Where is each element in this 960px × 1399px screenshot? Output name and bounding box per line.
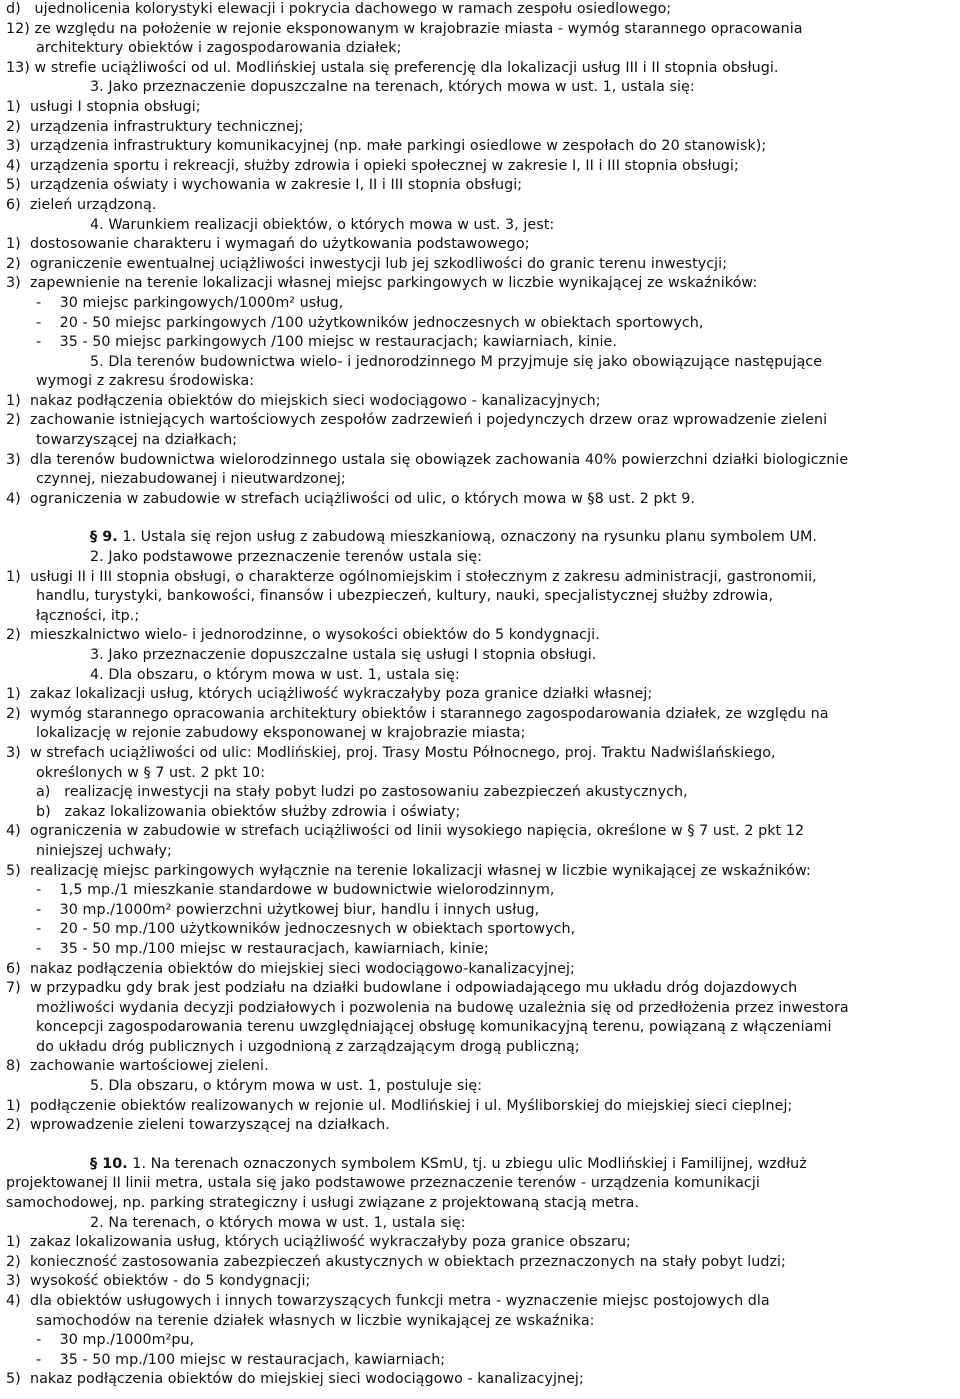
text-line [6,724,956,744]
line-text: 2. Jako podstawowe przeznaczenie terenów ustala się: [90,549,483,566]
text-line [6,646,956,666]
line-text: 4) dla obiektów usługowych i innych towarzyszących funkcji metra - wyznaczenie miejsc postojowych dla [6,1293,770,1309]
line-text: architektury obiektów i zagospodarowania działek; [36,40,402,57]
text-line [6,1214,956,1234]
section-number: § 10. [90,1155,128,1172]
text-line [6,1331,956,1351]
line-text: wymogi z zakresu środowiska: [36,373,255,390]
line-text: łączności, itp.; [36,607,140,624]
text-line [6,842,956,862]
section-text: 1. Ustala się rejon usług z zabudową mieszkaniową, oznaczony na rysunku planu symbolem UM. [117,529,817,546]
text-line [6,78,956,98]
text-line [6,940,956,960]
line-text: czynnej, niezabudowanej i nieutwardzonej; [36,471,346,488]
section-number: § 9. [90,529,118,546]
document-page [6,0,956,1390]
text-line [6,548,956,568]
line-text: 13) w strefie uciążliwości od ul. Modlińskiej ustala się preferencję dla lokalizacji usług III i II stopnia obsługi. [6,59,779,76]
line-text: do układu dróg publicznych i uzgodnioną z zarządzającym drogą publiczną; [36,1038,580,1055]
text-line [6,901,956,921]
text-line [6,685,956,705]
text-line [6,235,956,255]
line-text: - 20 - 50 mp./100 użytkowników jednoczesnych w obiektach sportowych, [36,921,576,938]
text-line [6,333,956,353]
line-text: - 35 - 50 mp./100 miejsc w restauracjach, kawiarniach; [36,1351,446,1368]
line-text: 6) nakaz podłączenia obiektów do miejskiej sieci wodociągowo-kanalizacyjnej; [6,960,575,977]
line-text: 1) usługi II i III stopnia obsługi, o charakterze ogólnomiejskim i stołecznym z zakresu administracji, gastronomii, [6,568,817,585]
line-text: 5. Dla obszaru, o którym mowa w ust. 1, postuluje się: [90,1078,483,1095]
text-line [6,255,956,275]
text-line [6,803,956,823]
text-line [6,1038,956,1058]
text-line [6,587,956,607]
line-text: - 35 - 50 miejsc parkingowych /100 miejsc w restauracjach; kawiarniach, kinie. [36,334,617,351]
line-text: koncepcji zagospodarowania terenu uwzględniającej obsługę komunikacyjną terenu, powiązaną z włączeniami [36,1019,832,1036]
line-text: towarzyszącej na działkach; [36,432,238,449]
text-line [6,314,956,334]
text-line [6,1057,956,1077]
line-text: 6) zieleń urządzoną. [6,196,157,213]
line-text: - 35 - 50 mp./100 miejsc w restauracjach, kawiarniach, kinie; [36,940,489,957]
line-text: 2) zachowanie istniejących wartościowych zespołów zadrzewień i pojedynczych drzew oraz wprowadzenie zieleni [6,412,828,429]
text-line [6,862,956,882]
text-line [6,1233,956,1253]
line-text: b) zakaz lokalizowania obiektów służby zdrowia i oświaty; [36,803,461,820]
line-text: samochodów na terenie działek własnych w liczbie wynikającej ze wskaźnika: [36,1312,595,1329]
line-text: 2) wprowadzenie zieleni towarzyszącej na działkach. [6,1117,390,1134]
line-text: - 30 mp./1000m² powierzchni użytkowej biur, handlu i innych usług, [36,901,540,918]
paragraph-gap [6,1136,956,1155]
line-text: - 30 mp./1000m²pu, [36,1332,195,1349]
section-text: 1. Na terenach oznaczonych symbolem KSmU, tj. u zbiegu ulic Modlińskiej i Familijnej, wzdłuż [127,1155,807,1172]
line-text: projektowanej II linii metra, ustala się jako podstawowe przeznaczenie terenów - urządzenia komunikacji [6,1175,760,1192]
line-text: 1) zakaz lokalizowania usług, których uciążliwość wykraczałyby poza granice obszaru; [6,1234,631,1251]
text-line [6,1272,956,1292]
text-line [6,705,956,725]
text-line [6,392,956,412]
line-text: 4. Warunkiem realizacji obiektów, o których mowa w ust. 3, jest: [90,216,555,233]
line-text: 4. Dla obszaru, o którym mowa w ust. 1, ustala się: [90,666,460,683]
line-text: 1) podłączenie obiektów realizowanych w rejonie ul. Modlińskiej i ul. Myśliborskiej do miejskiej sieci cieplnej; [6,1097,793,1114]
text-line [6,372,956,392]
line-text: 3. Jako przeznaczenie dopuszczalne na terenach, których mowa w ust. 1, ustala się: [90,79,695,96]
text-line [6,1116,956,1136]
text-line [6,1097,956,1117]
line-text: 1) usługi I stopnia obsługi; [6,98,201,115]
text-line [6,744,956,764]
line-text: możliwości wydania decyzji podziałowych i pozwolenia na budowę uzależnia się od przedłożenia przez inwestora [36,999,849,1016]
text-line [6,411,956,431]
text-line [6,0,956,20]
text-line [6,1077,956,1097]
text-line [6,470,956,490]
line-text: - 1,5 mp./1 mieszkanie standardowe w budownictwie wielorodzinnym, [36,882,555,899]
text-line [6,1292,956,1312]
line-text: 4) ograniczenia w zabudowie w strefach uciążliwości od ulic, o których mowa w §8 ust. 2 pkt 9. [6,490,695,507]
line-text: 2) ograniczenie ewentualnej uciążliwości inwestycji lub jej szkodliwości do granic terenu inwestycji; [6,255,728,272]
line-text: - 20 - 50 miejsc parkingowych /100 użytkowników jednoczesnych w obiektach sportowych, [36,314,704,331]
text-line [6,822,956,842]
text-line [6,1370,956,1390]
line-text: samochodowej, np. parking strategiczny i usługi związane z projektowaną stacją metra. [6,1195,640,1212]
line-text: 2) konieczność zastosowania zabezpieczeń akustycznych w obiektach przeznaczonych na stały pobyt ludzi; [6,1253,786,1270]
line-text: 1) zakaz lokalizacji usług, których uciążliwość wykraczałyby poza granice działki własnej; [6,686,653,703]
line-text: określonych w § 7 ust. 2 pkt 10: [36,764,266,781]
line-text: 2) mieszkalnictwo wielo- i jednorodzinne, o wysokości obiektów do 5 kondygnacji. [6,627,600,644]
text-line [6,1312,956,1332]
text-line [6,626,956,646]
text-line [6,39,956,59]
line-text: d) ujednolicenia kolorystyki elewacji i pokrycia dachowego w ramach zespołu osiedlowego; [6,1,672,17]
text-line [6,783,956,803]
text-line [6,137,956,157]
text-line [6,1018,956,1038]
text-line [6,216,956,236]
text-line [6,118,956,138]
line-text: 4) urządzenia sportu i rekreacji, służby zdrowia i opieki społecznej w zakresie I, II i III stopnia obsługi; [6,157,739,174]
line-text: 8) zachowanie wartościowej zieleni. [6,1058,269,1075]
line-text: niniejszej uchwały; [36,842,172,859]
text-line [6,274,956,294]
text-line [6,490,956,510]
text-line [6,196,956,216]
text-line [6,176,956,196]
line-text: 7) w przypadku gdy brak jest podziału na działki budowlane i odpowiadającego mu układu dróg dojazdowych [6,980,798,997]
text-line [6,607,956,627]
line-text: handlu, turystyki, bankowości, finansów i ubezpieczeń, kultury, nauki, specjalistycznej służby zdrowia, [36,588,774,605]
text-line [6,431,956,451]
text-line [6,979,956,999]
text-line [6,1174,956,1194]
text-line [6,451,956,471]
paragraph-gap [6,509,956,528]
text-line [6,157,956,177]
line-text: 2) urządzenia infrastruktury technicznej; [6,118,304,135]
line-text: 5) realizację miejsc parkingowych wyłącznie na terenie lokalizacji własnej w liczbie wynikającej ze wskaźników: [6,862,811,879]
line-text: 5. Dla terenów budownictwa wielo- i jednorodzinnego M przyjmuje się jako obowiązujące następujące [90,353,823,370]
line-text: 2. Na terenach, o których mowa w ust. 1, ustala się: [90,1214,466,1231]
line-text: 5) nakaz podłączenia obiektów do miejskiej sieci wodociągowo - kanalizacyjnej; [6,1371,584,1388]
line-text: 1) dostosowanie charakteru i wymagań do użytkowania podstawowego; [6,236,530,253]
text-line [6,960,956,980]
line-text: 1) nakaz podłączenia obiektów do miejskich sieci wodociągowo - kanalizacyjnych; [6,392,601,409]
line-text: lokalizację w rejonie zabudowy eksponowanej w krajobrazie miasta; [36,725,526,742]
text-line [6,1253,956,1273]
text-line [6,528,956,548]
text-line [6,1351,956,1371]
text-line [6,59,956,79]
line-text: 4) ograniczenia w zabudowie w strefach uciążliwości od linii wysokiego napięcia, określone w § 7 ust. 2 pkt 12 [6,823,805,840]
text-line [6,920,956,940]
line-text: 3) w strefach uciążliwości od ulic: Modlińskiej, proj. Trasy Mostu Północnego, proj. Traktu Nadwiślańskiego, [6,744,776,761]
line-text: 3. Jako przeznaczenie dopuszczalne ustala się usługi I stopnia obsługi. [90,647,597,663]
line-text: - 30 miejsc parkingowych/1000m² usług, [36,294,344,311]
text-line [6,666,956,686]
line-text: 3) urządzenia infrastruktury komunikacyjnej (np. małe parkingi osiedlowe w zespołach do 20 stanowisk); [6,138,767,155]
line-text: 5) urządzenia oświaty i wychowania w zakresie I, II i III stopnia obsługi; [6,177,523,194]
text-line [6,20,956,40]
text-line [6,1194,956,1214]
line-text: 12) ze względu na położenie w rejonie eksponowanym w krajobrazie miasta - wymóg starannego opracowania [6,20,803,37]
text-line [6,98,956,118]
line-text: 3) wysokość obiektów - do 5 kondygnacji; [6,1273,311,1290]
text-line [6,1155,956,1175]
line-text: 2) wymóg starannego opracowania architektury obiektów i starannego zagospodarowania działek, ze względu na [6,705,829,722]
text-line [6,294,956,314]
text-line [6,881,956,901]
text-line [6,568,956,588]
line-text: a) realizację inwestycji na stały pobyt ludzi po zastosowaniu zabezpieczeń akustycznych, [36,784,688,801]
text-line [6,353,956,373]
text-line [6,999,956,1019]
line-text: 3) dla terenów budownictwa wielorodzinnego ustala się obowiązek zachowania 40% powierzchni działki biologicznie [6,451,849,468]
text-line [6,764,956,784]
line-text: 3) zapewnienie na terenie lokalizacji własnej miejsc parkingowych w liczbie wynikającej ze wskaźników: [6,275,758,292]
